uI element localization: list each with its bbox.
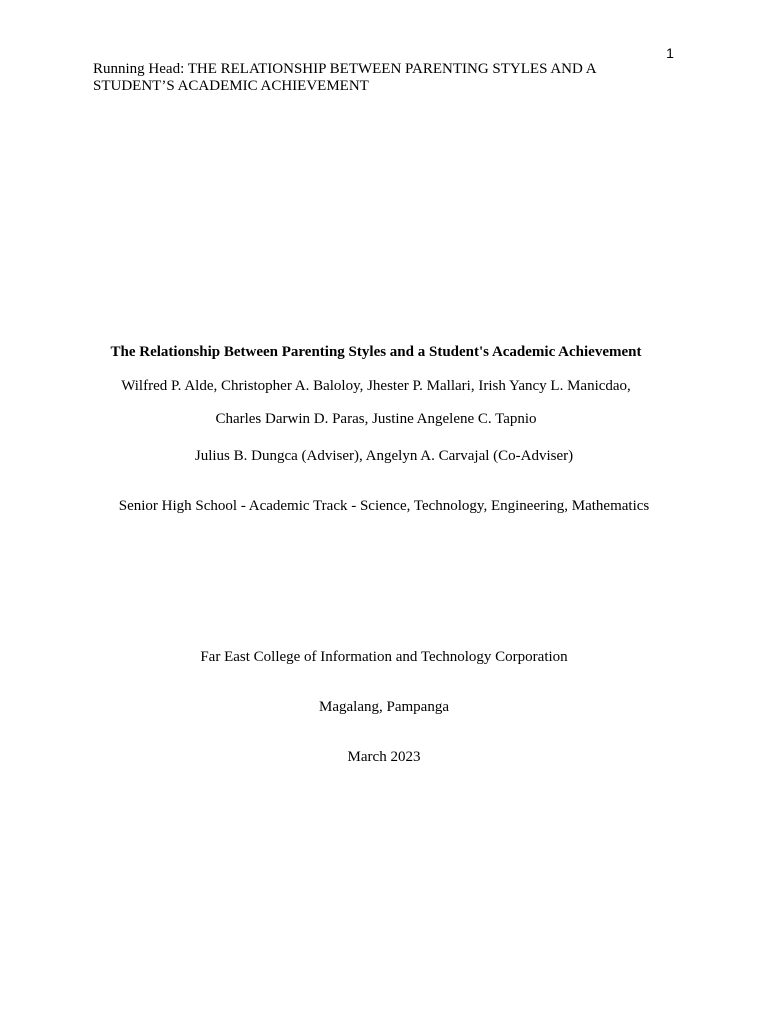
authors-line-1: Wilfred P. Alde, Christopher A. Baloloy, Jhester P. Mallari, Irish Yancy L. Manicdao, xyxy=(121,378,631,394)
paper-title: The Relationship Between Parenting Styles and a Student's Academic Achievement xyxy=(110,344,642,360)
institution: Far East College of Information and Technology Corporation xyxy=(200,649,568,665)
location: Magalang, Pampanga xyxy=(319,699,449,715)
authors-line-2: Charles Darwin D. Paras, Justine Angelene C. Tapnio xyxy=(215,411,537,427)
date: March 2023 xyxy=(347,749,421,765)
academic-track: Senior High School - Academic Track - Science, Technology, Engineering, Mathematics xyxy=(118,498,650,514)
page-number: 1 xyxy=(666,45,674,61)
advisers: Julius B. Dungca (Adviser), Angelyn A. Carvajal (Co-Adviser) xyxy=(194,448,574,464)
running-head-line-1: Running Head: THE RELATIONSHIP BETWEEN PARENTING STYLES AND A xyxy=(93,61,597,77)
running-head-line-2: STUDENT’S ACADEMIC ACHIEVEMENT xyxy=(93,78,369,94)
running-head xyxy=(93,61,693,95)
